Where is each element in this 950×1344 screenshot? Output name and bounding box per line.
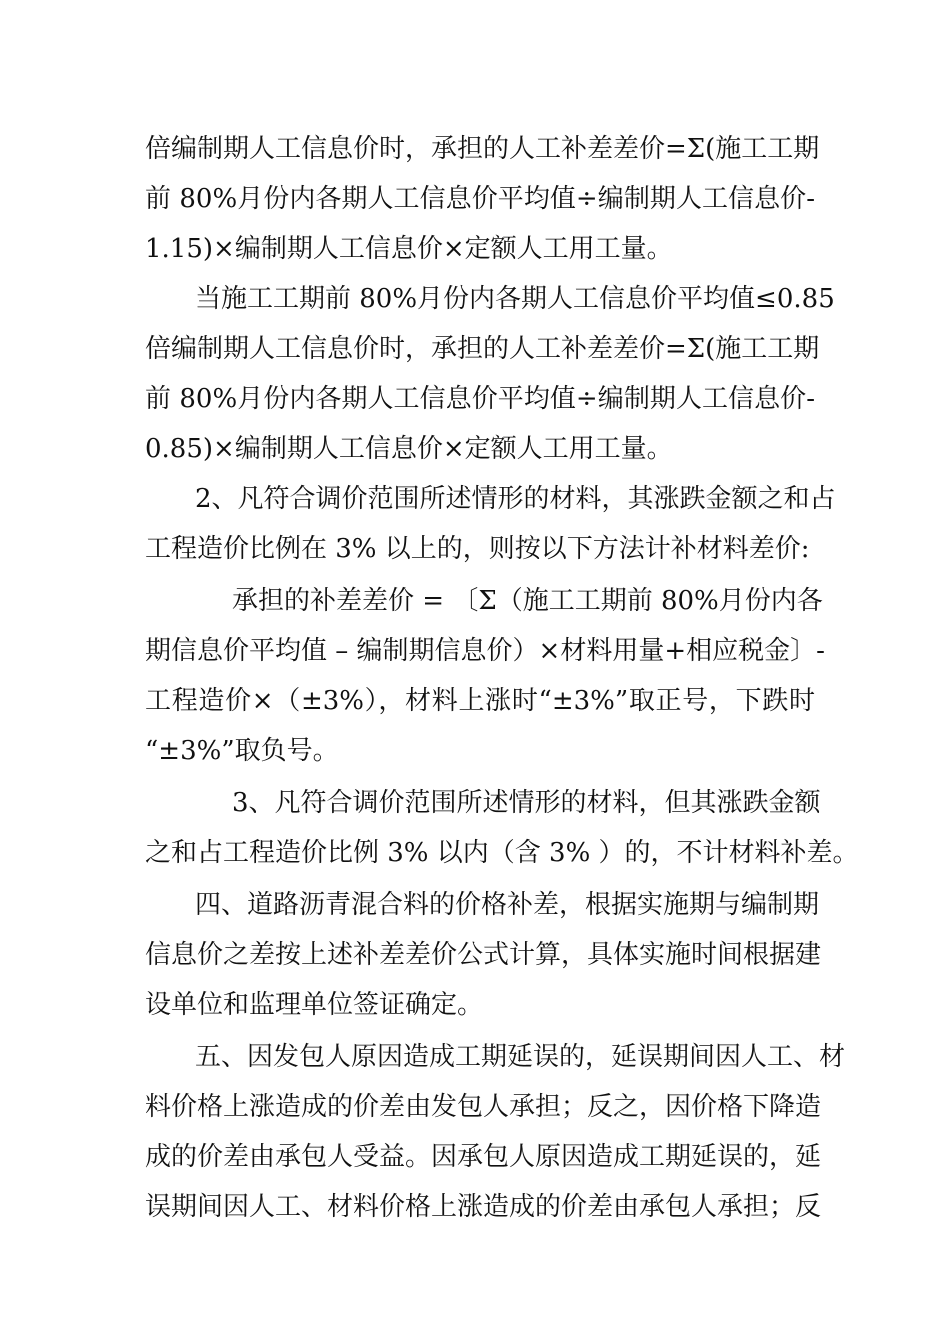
text-line-17: 信息价之差按上述补差差价公式计算，具体实施时间根据建 [145,940,822,970]
text-line-13: “±3%”取负号。 [145,736,339,766]
text-line-20: 料价格上涨造成的价差由发包人承担；反之，因价格下降造 [145,1092,822,1122]
text-line-2: 前 80%月份内各期人工信息价平均值÷编制期人工信息价- [145,184,815,214]
text-line-21: 成的价差由承包人受益。因承包人原因造成工期延误的，延 [145,1142,822,1172]
text-line-12: 工程造价×（±3%），材料上涨时“±3%”取正号，下跌时 [145,686,815,716]
text-line-22: 误期间因人工、材料价格上涨造成的价差由承包人承担；反 [145,1192,822,1222]
text-line-3: 1.15)×编制期人工信息价×定额人工用工量。 [145,234,673,264]
text-line-4: 当施工工期前 80%月份内各期人工信息价平均值≤0.85 [195,284,835,314]
text-line-15: 之和占工程造价比例 3% 以内（含 3% ）的，不计材料补差。 [145,838,859,868]
text-line-18: 设单位和监理单位签证确定。 [145,990,484,1020]
text-line-14: 3、凡符合调价范围所述情形的材料，但其涨跌金额 [232,788,821,818]
text-line-19: 五、因发包人原因造成工期延误的，延误期间因人工、材 [195,1042,846,1072]
text-line-10: 承担的补差差价 = 〔Σ（施工工期前 80%月份内各 [232,586,823,616]
text-line-8: 2、凡符合调价范围所述情形的材料，其涨跌金额之和占 [195,484,836,514]
text-line-7: 0.85)×编制期人工信息价×定额人工用工量。 [145,434,673,464]
text-line-6: 前 80%月份内各期人工信息价平均值÷编制期人工信息价- [145,384,815,414]
text-line-9: 工程造价比例在 3% 以上的，则按以下方法计补材料差价: [145,534,810,564]
text-line-16: 四、道路沥青混合料的价格补差，根据实施期与编制期 [195,890,820,920]
text-line-1: 倍编制期人工信息价时，承担的人工补差差价=Σ(施工工期 [145,134,820,164]
text-line-5: 倍编制期人工信息价时，承担的人工补差差价=Σ(施工工期 [145,334,820,364]
text-line-11: 期信息价平均值 – 编制期信息价）×材料用量+相应税金〕- [145,636,825,666]
